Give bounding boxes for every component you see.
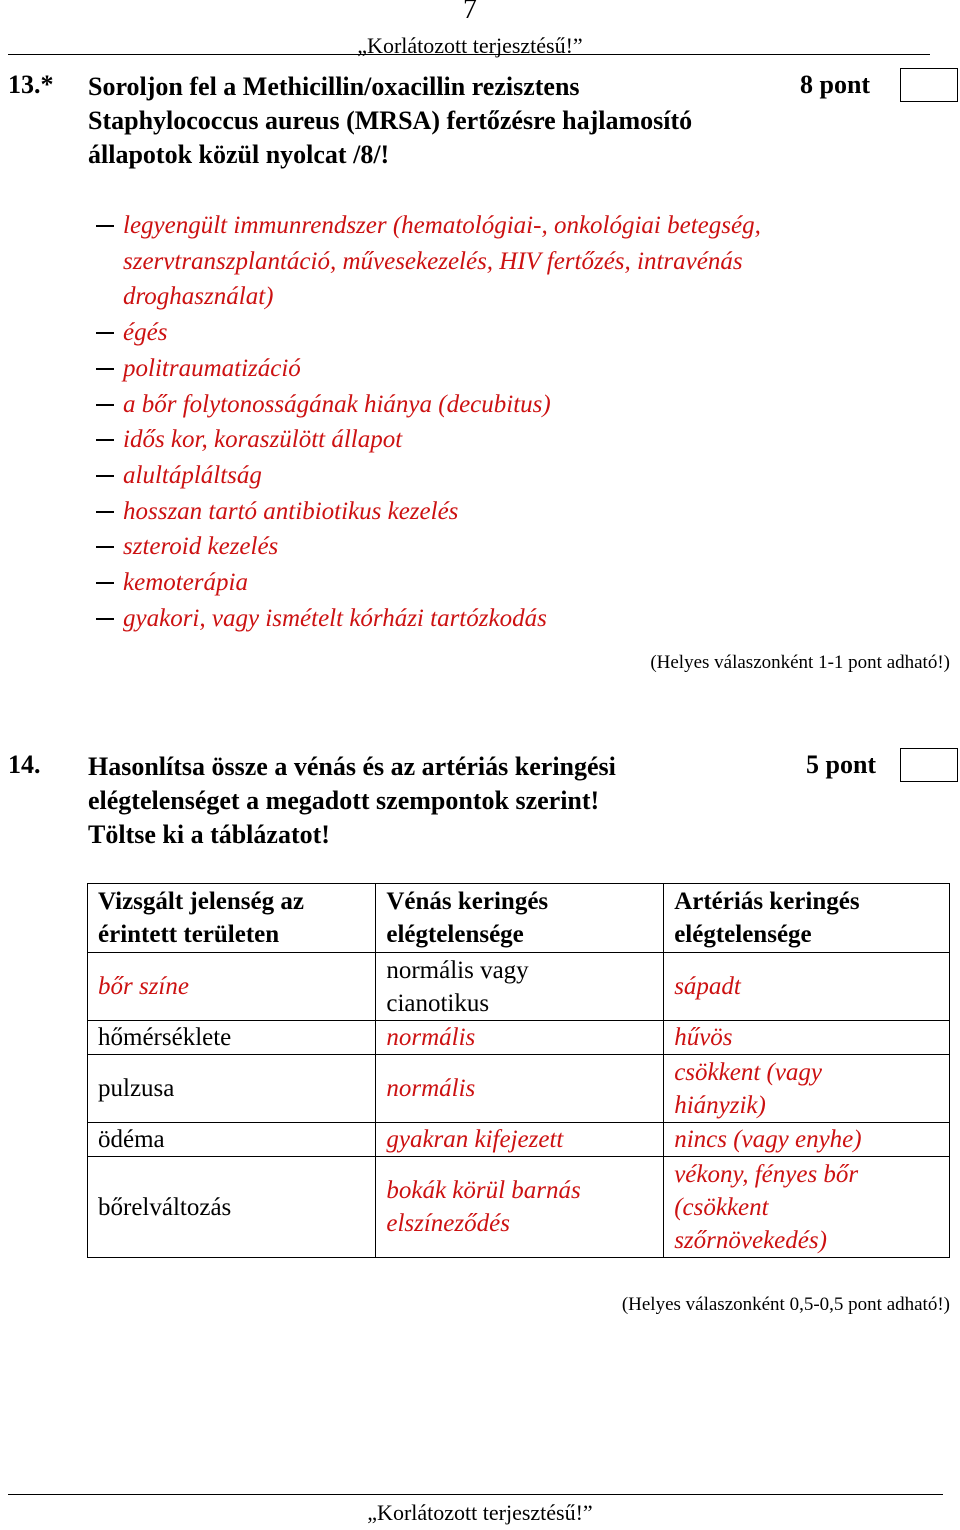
q13-number: 13.* — [8, 70, 54, 99]
q13-prompt — [88, 70, 692, 172]
table-cell: vékony, fényes bőr (csökkent szőrnövekedés) — [664, 1157, 950, 1258]
table-cell: bokák körül barnás elszíneződés — [376, 1157, 664, 1258]
table-row — [88, 1021, 950, 1055]
table-cell: normális — [376, 1055, 664, 1123]
q13-prompt-line: Staphylococcus aureus (MRSA) fertőzésre hajlamosító — [88, 106, 693, 135]
table-cell: hőmérséklete — [88, 1021, 376, 1055]
table-cell: bőrelváltozás — [88, 1157, 376, 1258]
q14-prompt-line: Töltse ki a táblázatot! — [88, 820, 330, 849]
table-cell: normális vagy cianotikus — [376, 953, 664, 1021]
q13-answer-list — [96, 208, 761, 636]
footer-rule — [8, 1494, 943, 1495]
table-row — [88, 1157, 950, 1258]
table-cell: nincs (vagy enyhe) — [664, 1123, 950, 1157]
list-item: legyengült immunrendszer (hematológiai-, onkológiai betegség, — [96, 208, 761, 244]
list-item: szteroid kezelés — [96, 529, 761, 565]
table-row — [88, 953, 950, 1021]
table-cell: gyakran kifejezett — [376, 1123, 664, 1157]
table-cell: hűvös — [664, 1021, 950, 1055]
q14-scoring-note: (Helyes válaszonként 0,5-0,5 pont adható!) — [621, 1294, 950, 1315]
q13-scoring-note: (Helyes válaszonként 1-1 pont adható!) — [650, 652, 950, 673]
list-item: gyakori, vagy ismételt kórházi tartózkodás — [96, 601, 761, 637]
list-item: alultápláltság — [96, 458, 761, 494]
list-item-continuation: droghasználat) — [123, 283, 274, 311]
list-item: kemoterápia — [96, 565, 761, 601]
header-cell-arterial: Artériás keringés elégtelensége — [664, 884, 950, 953]
dash-bullet — [96, 439, 114, 441]
dash-bullet — [96, 368, 114, 370]
list-item: politraumatizáció — [96, 351, 761, 387]
header-cell-aspect: Vizsgált jelenség az érintett területen — [88, 884, 376, 953]
q14-prompt-line: elégtelenséget a megadott szempontok szerint! — [88, 786, 600, 815]
list-item: a bőr folytonosságának hiánya (decubitus) — [96, 387, 761, 423]
footer-restriction-notice: „Korlátozott terjesztésű!” — [367, 1500, 593, 1525]
dash-bullet — [96, 582, 114, 584]
list-item: hosszan tartó antibiotikus kezelés — [96, 494, 761, 530]
page-number: 7 — [463, 0, 477, 25]
dash-bullet — [96, 618, 114, 620]
table-cell: csökkent (vagy hiányzik) — [664, 1055, 950, 1123]
q14-prompt — [88, 750, 616, 852]
table-cell: ödéma — [88, 1123, 376, 1157]
q13-points: 8 pont — [800, 70, 871, 99]
q13-score-box[interactable] — [900, 68, 958, 102]
q14-score-box[interactable] — [900, 748, 958, 782]
list-item: égés — [96, 315, 761, 351]
list-item: idős kor, koraszülött állapot — [96, 422, 761, 458]
header-cell-venous: Vénás keringés elégtelensége — [376, 884, 664, 953]
header-rule — [8, 54, 930, 55]
q14-prompt-line: Hasonlítsa össze a vénás és az artériás keringési — [88, 752, 616, 781]
dash-bullet — [96, 475, 114, 477]
dash-bullet — [96, 546, 114, 548]
comparison-table — [87, 883, 950, 1258]
table-row — [88, 1123, 950, 1157]
table-cell: pulzusa — [88, 1055, 376, 1123]
table-cell: sápadt — [664, 953, 950, 1021]
dash-bullet — [96, 511, 114, 513]
q14-points: 5 pont — [806, 750, 877, 779]
table-cell: bőr színe — [88, 953, 376, 1021]
table-row — [88, 1055, 950, 1123]
header-restriction-notice: „Korlátozott terjesztésű!” — [357, 33, 583, 58]
q13-prompt-line: állapotok közül nyolcat /8/! — [88, 140, 390, 169]
table-header-row — [88, 884, 950, 953]
dash-bullet — [96, 225, 114, 227]
dash-bullet — [96, 404, 114, 406]
table-cell: normális — [376, 1021, 664, 1055]
list-item-continuation: szervtranszplantáció, művesekezelés, HIV fertőzés, intravénás — [123, 247, 743, 275]
q13-prompt-line: Soroljon fel a Methicillin/oxacillin rezisztens — [88, 72, 580, 101]
dash-bullet — [96, 332, 114, 334]
q14-number: 14. — [8, 750, 41, 779]
